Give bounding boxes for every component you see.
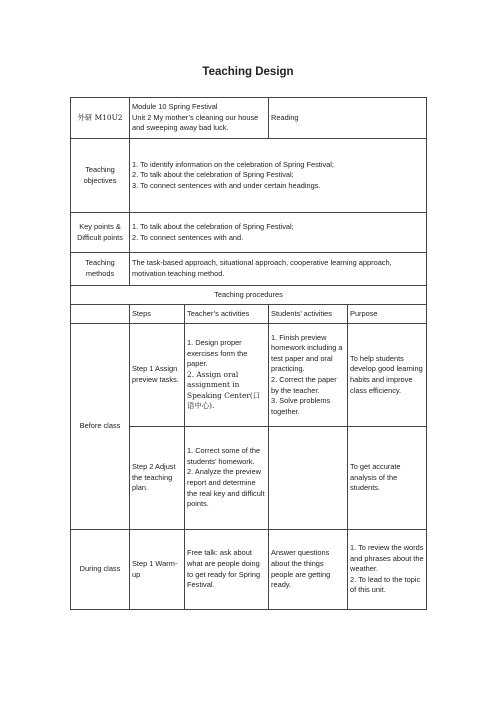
purpose-item: 1. To review the words and phrases about the weather. [350,543,424,574]
students-activities-cell [269,427,348,530]
before-class-step1-row [71,324,427,427]
during-class-step1-row [71,530,427,610]
purpose-cell: To help students develop good learning habits and improve class efficiency. [348,324,427,427]
teacher-activity: 2. Assign oral assignment in Speaking Center(口语中心). [187,369,261,411]
procedures-heading-row [71,286,427,305]
page-title: Teaching Design [202,66,294,78]
student-activity: 2. Correct the paper by the teacher. [271,375,337,395]
teaching-design-table [70,97,427,610]
unit-title: Unit 2 My mother’s cleaning our house and sweeping away bad luck. [132,112,259,133]
phase-label-during-class: During class [71,530,130,610]
students-activities-cell [269,324,348,427]
purpose-item: 2. To lead to the topic of this unit. [350,574,421,595]
teacher-activities-cell [185,427,269,530]
key-points-label: Key points & Difficult points [71,213,130,253]
key-points-content [130,213,427,253]
header-row [71,98,427,139]
methods-label: Teaching methods [71,253,130,286]
procedures-heading: Teaching procedures [71,286,427,305]
methods-row [71,253,427,286]
column-header-students: Students’ activities [269,305,348,324]
column-header-purpose: Purpose [348,305,427,324]
purpose-cell [348,530,427,610]
teacher-activity: 1. Correct some of the students’ homework. [187,446,261,466]
step-cell: Step 1 Warm-up [130,530,185,610]
phase-label-before-class: Before class [71,324,130,530]
key-point-item: 1. To talk about the celebration of Spring Festival; [132,221,294,231]
teacher-activity: 1. Design proper exercises form the paper. [187,337,248,369]
student-activity: 1. Finish preview homework including a test paper and oral practicing. [271,332,343,374]
purpose-cell: To get accurate analysis of the students. [348,427,427,530]
key-point-item: 2. To connect sentences with and. [132,232,244,242]
objectives-label: Teaching objectives [71,139,130,213]
column-header-teacher: Teacher’s activities [185,305,269,324]
step-cell: Step 2 Adjust the teaching plan. [130,427,185,530]
procedures-columns-row [71,305,427,324]
lesson-title-cell [130,98,269,139]
module-title: Module 10 Spring Festival [132,102,218,112]
students-activities-cell: Answer questions about the things people are getting ready. [269,530,348,610]
objectives-row [71,139,427,213]
lesson-type: Reading [269,98,427,139]
column-header-steps: Steps [130,305,185,324]
teacher-activities-cell: Free talk: ask about what are people doing to get ready for Spring Festival. [185,530,269,610]
empty-cell [71,305,130,324]
step-cell: Step 1 Assign preview tasks. [130,324,185,427]
lesson-code: 外研 M10U2 [71,98,130,139]
methods-content: The task-based approach, situational approach, cooperative learning approach, motivation teaching method. [130,253,427,286]
objectives-content [130,139,427,213]
student-activity: 3. Solve problems together. [271,396,331,416]
teacher-activity: 2. Analyze the preview report and determine the real key and difficult points. [187,467,265,509]
objective-item: 2. To talk about the celebration of Spring Festival; [132,170,294,180]
key-points-row [71,213,427,253]
objective-item: 1. To identify information on the celebration of Spring Festival; [132,159,334,169]
teacher-activities-cell [185,324,269,427]
objective-item: 3. To connect sentences with and under certain headings. [132,180,321,190]
